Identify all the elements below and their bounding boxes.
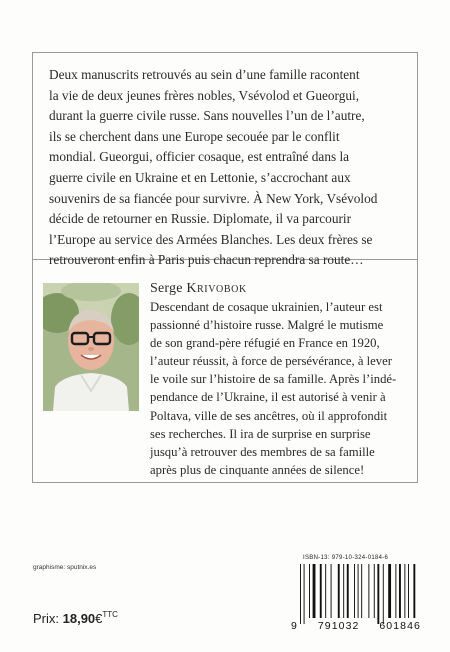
barcode-bar (383, 564, 384, 624)
bio-line: Descendant de cosaque ukrainien, l’auteur est (150, 300, 383, 314)
barcode-bar (361, 564, 362, 618)
bio-line: Poltava, ville de ses ancêtres, où il approfondit (150, 408, 388, 423)
barcode-bar (395, 564, 396, 618)
barcode-bar (325, 564, 326, 618)
barcode-bar (313, 564, 316, 618)
bio-line: le voile sur l’histoire de sa famille. Après l’indé- (150, 372, 397, 387)
synopsis-text (49, 65, 404, 271)
synopsis-line: retrouveront enfin à Paris puis chacun reprendra sa route… (49, 252, 364, 268)
synopsis-line: durant la guerre civile russe. Sans nouvelles l’un de l’autre, (49, 108, 365, 124)
barcode-bar (368, 564, 369, 618)
barcode-bar (358, 564, 359, 618)
synopsis-line: la vie de deux jeunes frères nobles, Vsévolod et Gueorgui, (49, 87, 360, 103)
price-suffix: TTC (102, 610, 118, 619)
price-amount: 18,90 (62, 611, 96, 626)
barcode-bar (374, 564, 375, 618)
barcode-bar (413, 564, 415, 618)
author-last-name: Krivobok (186, 281, 247, 296)
synopsis-line: souvenirs de sa fiancée pour survivre. À New York, Vsévolod (49, 190, 378, 206)
barcode-bar (304, 564, 305, 624)
author-first-name: Serge (150, 281, 183, 296)
design-credit: graphisme: sputnix.es (33, 564, 97, 571)
barcode-bar (309, 564, 310, 618)
synopsis-line: Deux manuscrits retrouvés au sein d’une famille racontent (49, 67, 360, 82)
barcode-bar (388, 564, 391, 618)
barcode-bar (338, 564, 340, 618)
bio-line: de son grand-père réfugié en France en 1920, (150, 336, 380, 351)
bio-line: pendance de l’Ukraine, il est autorisé à venir à (150, 390, 386, 405)
author-bio (150, 298, 407, 479)
barcode-digit-group: 791032 (317, 620, 360, 632)
price-tag (33, 611, 118, 626)
synopsis-line: décide de retourner en Russie. Diplomate, il va parcourir (49, 211, 352, 227)
barcode-bar (408, 564, 409, 618)
bio-line: jusqu’à retrouver des membres de sa famille (150, 444, 375, 459)
synopsis-line: mondial. Gueorgui, officier cosaque, est entraîné dans la (49, 149, 350, 165)
barcode-bar (354, 564, 355, 618)
barcode-bar (399, 564, 401, 618)
price-currency: € (95, 611, 103, 626)
barcode-bar (320, 564, 322, 618)
barcode-bar (404, 564, 405, 618)
author-photo (43, 283, 139, 411)
synopsis-line: ils se cherchent dans une Europe secouée par le conflit (49, 128, 340, 144)
bio-line: l’auteur réussit, à force de persévérance, à lever (150, 354, 392, 369)
barcode-digits (291, 620, 421, 632)
barcode-bar (343, 564, 344, 618)
synopsis-line: l’Europe au service des Armées Blanches. Les deux frères se (49, 231, 373, 247)
bio-line: ses recherches. Il ira de surprise en surprise (150, 426, 371, 441)
barcode-bar (300, 564, 301, 624)
price-label: Prix: (33, 611, 59, 626)
isbn-label: ISBN-13: 979-10-324-0184-6 (303, 555, 389, 561)
bio-line: passionné d’histoire russe. Malgré le mutisme (150, 318, 384, 333)
barcode-bar (347, 564, 349, 618)
synopsis-line: guerre civile en Ukraine et en Lettonie, s’accrochant aux (49, 169, 351, 185)
barcode-bar (331, 564, 332, 618)
bio-line: après plus de cinquante années de silence! (150, 462, 365, 477)
barcode-digit-group: 601846 (379, 620, 421, 632)
barcode-bar (377, 564, 379, 624)
barcode-digit-group: 9 (291, 620, 298, 632)
author-name (150, 281, 247, 297)
